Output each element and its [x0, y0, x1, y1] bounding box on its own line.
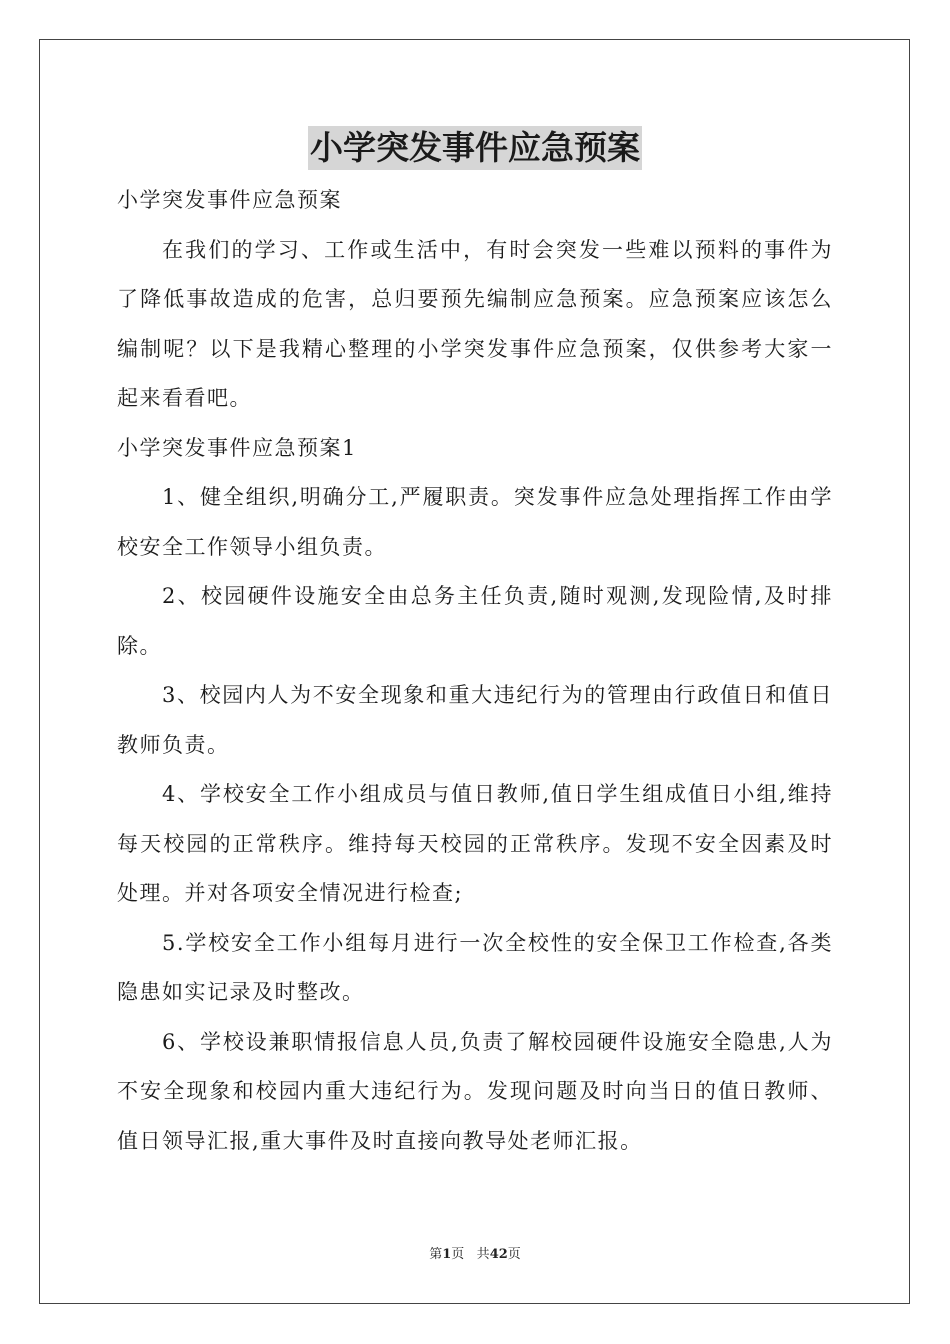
document-subtitle: 小学突发事件应急预案	[117, 188, 342, 212]
page-suffix: 页	[451, 1247, 465, 1262]
total-prefix: 共	[476, 1247, 490, 1262]
document-title: 小学突发事件应急预案	[308, 126, 642, 170]
list-item: 5.学校安全工作小组每月进行一次全校性的安全保卫工作检查,各类隐患如实记录及时整改。	[117, 930, 833, 1004]
list-item: 6、学校设兼职情报信息人员,负责了解校园硬件设施安全隐患,人为不安全现象和校园内重大违纪行为。发现问题及时向当日的值日教师、值日领导汇报,重大事件及时直接向教导处老师汇报。	[117, 1029, 833, 1153]
section-heading: 小学突发事件应急预案1	[117, 435, 357, 460]
list-item: 2、校园硬件设施安全由总务主任负责,随时观测,发现险情,及时排除。	[117, 584, 833, 658]
list-item: 1、健全组织,明确分工,严履职责。突发事件应急处理指挥工作由学校安全工作领导小组负责。	[117, 485, 833, 559]
page-number: 1	[442, 1247, 452, 1262]
title-area	[0, 126, 950, 170]
total-suffix: 页	[507, 1247, 521, 1262]
document-body	[117, 176, 833, 1166]
page-footer	[0, 1246, 950, 1264]
list-item: 4、学校安全工作小组成员与值日教师,值日学生组成值日小组,维持每天校园的正常秩序。维持每天校园的正常秩序。发现不安全因素及时处理。并对各项安全情况进行检查;	[117, 782, 833, 905]
page-prefix: 第	[429, 1247, 443, 1262]
list-item: 3、校园内人为不安全现象和重大违纪行为的管理由行政值日和值日教师负责。	[117, 683, 833, 757]
total-pages: 42	[489, 1247, 508, 1262]
intro-paragraph: 在我们的学习、工作或生活中，有时会突发一些难以预料的事件为了降低事故造成的危害，总归要预先编制应急预案。应急预案应该怎么编制呢？以下是我精心整理的小学突发事件应急预案，仅供参考大家一起来看看吧。	[117, 237, 833, 410]
